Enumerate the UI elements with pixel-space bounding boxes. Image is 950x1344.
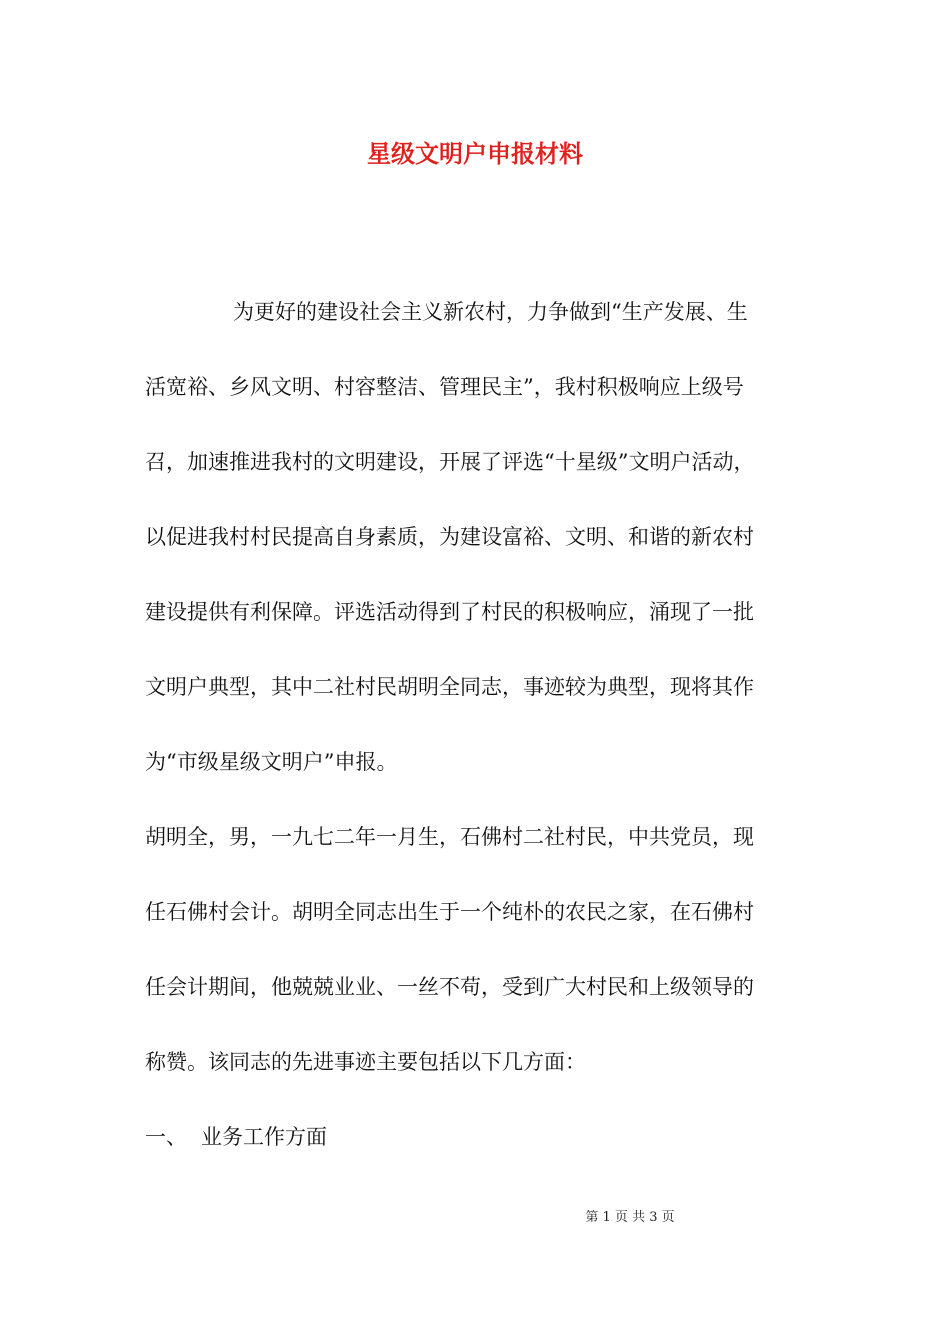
paragraph-line: 为更好的建设社会主义新农村，力争做到“生产发展、生	[233, 300, 748, 324]
section-heading-text: 业务工作方面	[201, 1125, 327, 1149]
document-body	[145, 275, 805, 1175]
paragraph-line: 称赞。该同志的先进事迹主要包括以下几方面：	[145, 1050, 586, 1074]
paragraph-line: 文明户典型，其中二社村民胡明全同志，事迹较为典型，现将其作	[145, 675, 754, 699]
paragraph-line: 任会计期间，他兢兢业业、一丝不苟，受到广大村民和上级领导的	[145, 975, 754, 999]
paragraph-line: 任石佛村会计。胡明全同志出生于一个纯朴的农民之家，在石佛村	[145, 900, 754, 924]
paragraph-line: 建设提供有利保障。评选活动得到了村民的积极响应，涌现了一批	[145, 600, 754, 624]
page-number-footer: 第 1 页 共 3 页	[585, 1210, 675, 1225]
paragraph-line: 活宽裕、乡风文明、村容整洁、管理民主”，我村积极响应上级号	[145, 375, 744, 399]
paragraph-line: 召，加速推进我村的文明建设，开展了评选“十星级”文明户活动，	[145, 450, 755, 474]
paragraph-line: 为“市级星级文明户”申报。	[145, 750, 398, 774]
paragraph-line: 以促进我村村民提高自身素质，为建设富裕、文明、和谐的新农村	[145, 525, 754, 549]
document-title: 星级文明户申报材料	[367, 139, 583, 168]
paragraph-line: 胡明全，男，一九七二年一月生，石佛村二社村民，中共党员，现	[145, 825, 754, 849]
section-heading	[145, 1100, 805, 1175]
section-number: 一、	[145, 1125, 187, 1149]
